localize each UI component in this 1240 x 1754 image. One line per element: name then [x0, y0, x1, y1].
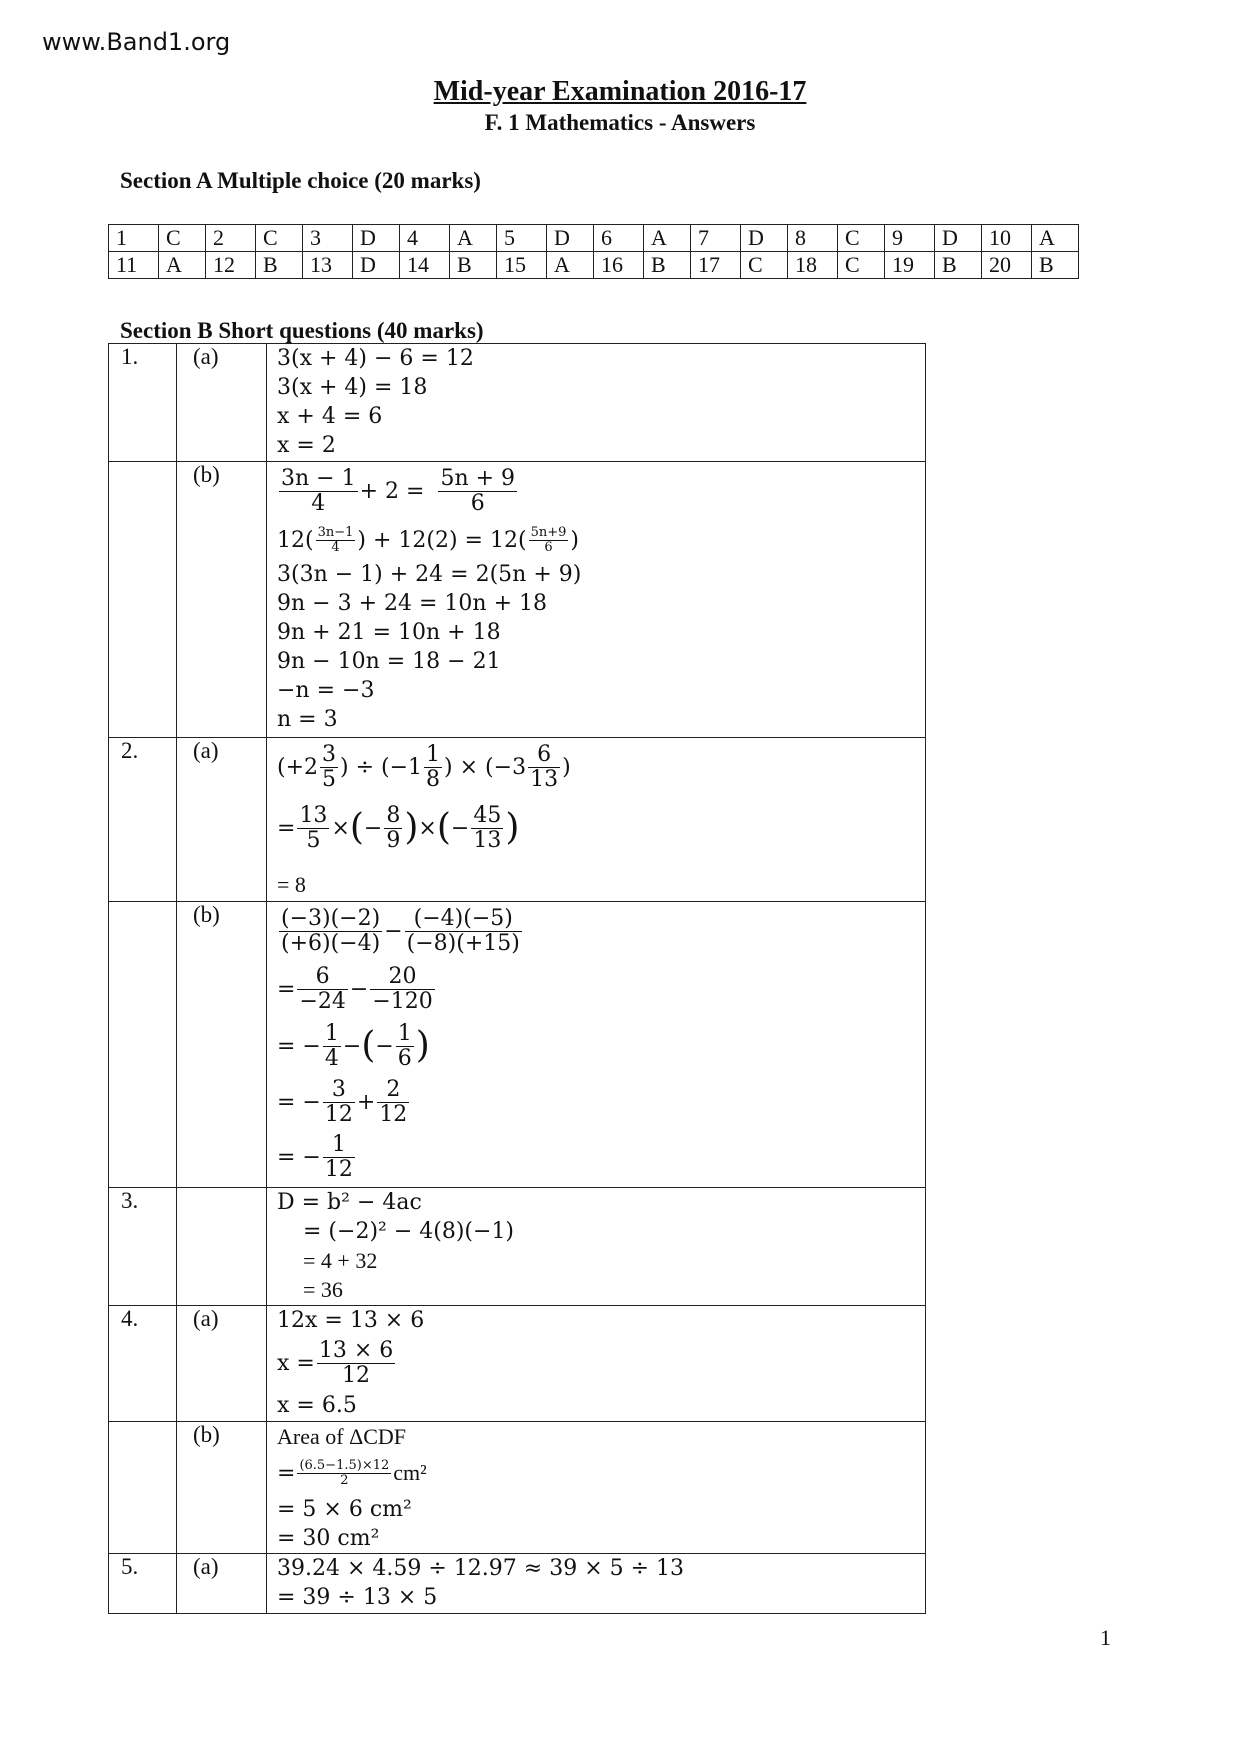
part-label-empty [177, 1188, 267, 1306]
part-label: (a) [177, 344, 267, 462]
working-line: x = 6.5 [277, 1393, 357, 1418]
part-label: (b) [177, 462, 267, 738]
question-number: 3. [109, 1188, 177, 1306]
fraction: $\frac{(-3)(-2)}{(+6)(-4)}$ [281, 906, 381, 956]
working-cell [267, 344, 926, 462]
answer-cell: C [838, 252, 885, 279]
part-label: (a) [177, 1554, 267, 1614]
equation-text: + [356, 1089, 376, 1115]
question-number: 12 [206, 252, 256, 279]
question-number: 18 [788, 252, 838, 279]
table-row [109, 1188, 926, 1306]
question-number: 3 [303, 225, 353, 252]
table-row [109, 1554, 926, 1614]
fraction: $\frac{6}{13}$ [530, 742, 559, 792]
working-line: = − $\frac{1}{4}$ − ( − $\frac{1}{6}$ ) [277, 1021, 430, 1071]
answer-cell: D [935, 225, 982, 252]
working-line [277, 1074, 925, 1130]
working-line: 39.24 × 4.59 ÷ 12.97 ≈ 39 × 5 ÷ 13 [277, 1556, 685, 1581]
working-line: x = 2 [277, 433, 336, 458]
fraction: $\frac{3}{5}$ [322, 742, 337, 792]
equation-text: = − [277, 1144, 321, 1170]
unit-text: cm² [393, 1460, 427, 1485]
fraction: $\frac{5n + 9}{6}$ [440, 466, 516, 516]
fraction: $\frac{6}{-24}$ [299, 964, 346, 1014]
working-line: = 30 cm² [277, 1526, 380, 1551]
answer-cell: A [547, 252, 594, 279]
answer-cell: B [450, 252, 497, 279]
working-cell [267, 902, 926, 1188]
equation-text: − [375, 1033, 394, 1059]
answer-cell: C [838, 225, 885, 252]
question-number: 7 [691, 225, 741, 252]
fraction: $\frac{3n - 1}{4}$ [281, 466, 356, 516]
website-watermark: www.Band1.org [42, 28, 231, 56]
working-line: = 5 × 6 cm² [277, 1497, 412, 1522]
working-line: = (−2)² − 4(8)(−1) [303, 1219, 515, 1244]
table-row [109, 1306, 926, 1422]
working-line: 3(x + 4) − 6 = 12 [277, 346, 474, 371]
fraction: $\frac{13 \times 6}{12}$ [318, 1338, 394, 1388]
question-number: 8 [788, 225, 838, 252]
working-line: = $\frac{13}{5}$ × ( − $\frac{8}{9}$ ) × ( − $\frac{45}{13}$ ) [277, 803, 520, 853]
answer-cell: D [353, 225, 400, 252]
working-line: 9n − 10n = 18 − 21 [277, 649, 501, 674]
fraction: $\frac{(-4)(-5)}{(-8)(+15)}$ [406, 906, 520, 956]
working-line: −n = −3 [277, 678, 375, 703]
table-row [109, 252, 1079, 279]
working-line [277, 738, 925, 796]
fraction: $\frac{1}{6}$ [397, 1021, 412, 1071]
working-line: = 39 ÷ 13 × 5 [277, 1585, 438, 1610]
working-line: 3(x + 4) = 18 [277, 375, 428, 400]
question-number: 2 [206, 225, 256, 252]
answer-cell: D [353, 252, 400, 279]
equation-text: − [349, 976, 369, 1002]
table-row [109, 738, 926, 902]
table-row [109, 462, 926, 738]
question-number: 6 [594, 225, 644, 252]
fraction: $\frac{5n+9}{6}$ [530, 524, 567, 555]
question-number: 5. [109, 1554, 177, 1614]
question-number: 16 [594, 252, 644, 279]
working-line: 9n − 3 + 24 = 10n + 18 [277, 591, 547, 616]
answer-cell: C [741, 252, 788, 279]
question-number: 2. [109, 738, 177, 902]
answer-cell: D [741, 225, 788, 252]
working-line [277, 902, 925, 960]
working-line [277, 1335, 925, 1391]
equation-text: = [277, 815, 296, 841]
working-line: Area of ΔCDF [277, 1424, 407, 1449]
fraction: $\frac{3n-1}{4}$ [317, 524, 354, 555]
equation-text: (+2 [277, 754, 319, 780]
equation-text: − [342, 1033, 362, 1059]
working-line [277, 1451, 925, 1495]
fraction: $\frac{(6.5-1.5)\times 12}{2}$ [299, 1457, 390, 1488]
fraction: $\frac{2}{12}$ [379, 1077, 408, 1127]
question-number-empty [109, 902, 177, 1188]
answer-cell: B [1032, 252, 1079, 279]
working-line: 12x = 13 × 6 [277, 1308, 425, 1333]
question-number: 17 [691, 252, 741, 279]
answer-cell: C [159, 225, 206, 252]
equation-text: = [277, 1460, 296, 1486]
part-label: (a) [177, 1306, 267, 1422]
equation-text: = − [277, 1033, 321, 1059]
question-number: 5 [497, 225, 547, 252]
working-line [277, 462, 925, 520]
part-label: (b) [177, 902, 267, 1188]
answer-cell: C [256, 225, 303, 252]
working-cell [267, 1554, 926, 1614]
question-number: 20 [982, 252, 1032, 279]
working-line: 9n + 21 = 10n + 18 [277, 620, 501, 645]
equation-text: ) × (−3 [444, 754, 527, 780]
part-label: (a) [177, 738, 267, 902]
working-line: = 4 + 32 [303, 1248, 378, 1273]
fraction: $\frac{13}{5}$ [299, 803, 328, 853]
question-number: 1 [109, 225, 159, 252]
equation-text: x = [277, 1350, 315, 1376]
working-line: D = b² − 4ac [277, 1190, 422, 1215]
question-number: 10 [982, 225, 1032, 252]
working-line: x + 4 = 6 [277, 404, 383, 429]
answer-cell: A [159, 252, 206, 279]
answer-cell: A [450, 225, 497, 252]
fraction: $\frac{1}{12}$ [324, 1132, 353, 1182]
fraction: $\frac{3}{12}$ [324, 1077, 353, 1127]
page-subtitle: F. 1 Mathematics - Answers [484, 110, 756, 135]
equation-text: ) ÷ (−1 [340, 754, 423, 780]
table-row [109, 225, 1079, 252]
question-number: 1. [109, 344, 177, 462]
equation-text: × [418, 815, 437, 841]
answer-cell: A [1032, 225, 1079, 252]
part-label: (b) [177, 1422, 267, 1554]
equation-text: − [450, 815, 470, 841]
table-row [109, 1422, 926, 1554]
working-line [277, 960, 925, 1018]
section-b-heading: Section B Short questions (40 marks) [120, 318, 484, 343]
question-number: 19 [885, 252, 935, 279]
answer-cell: D [547, 225, 594, 252]
working-cell [267, 738, 926, 902]
question-number: 9 [885, 225, 935, 252]
equation-text: ) + 12(2) = 12( [357, 527, 527, 553]
equation-text: − [363, 815, 383, 841]
working-cell [267, 1422, 926, 1554]
equation-text: = − [277, 1089, 321, 1115]
working-cell [267, 1306, 926, 1422]
equation-text: + 2 = [359, 478, 425, 504]
working-line: = 8 [277, 872, 306, 897]
fraction: $\frac{8}{9}$ [386, 803, 401, 853]
short-questions-answer-table [108, 343, 926, 1614]
question-number: 13 [303, 252, 353, 279]
question-number: 14 [400, 252, 450, 279]
question-number: 4 [400, 225, 450, 252]
equation-text: ) [570, 527, 579, 553]
question-number-empty [109, 462, 177, 738]
fraction: $\frac{20}{-120}$ [372, 964, 433, 1014]
working-line [277, 1130, 925, 1184]
working-cell [267, 1188, 926, 1306]
answer-cell: B [256, 252, 303, 279]
working-cell [267, 462, 926, 738]
page-title: Mid-year Examination 2016-17 [433, 76, 807, 107]
answer-cell: A [644, 225, 691, 252]
equation-text: = [277, 976, 296, 1002]
answer-cell: B [935, 252, 982, 279]
fraction: $\frac{1}{8}$ [426, 742, 441, 792]
working-line: n = 3 [277, 707, 338, 732]
table-row [109, 344, 926, 462]
fraction: $\frac{45}{13}$ [473, 803, 502, 853]
question-number-empty [109, 1422, 177, 1554]
working-line: 3(3n − 1) + 24 = 2(5n + 9) [277, 562, 582, 587]
question-number: 11 [109, 252, 159, 279]
question-number: 4. [109, 1306, 177, 1422]
equation-text: − [384, 918, 403, 944]
working-line [277, 520, 925, 560]
fraction: $\frac{1}{4}$ [324, 1021, 339, 1071]
equation-text: ) [562, 754, 571, 780]
multiple-choice-answer-table [108, 224, 1079, 279]
equation-text: × [331, 815, 350, 841]
question-number: 15 [497, 252, 547, 279]
equation-text: 12( [277, 527, 314, 553]
page-number: 1 [1100, 1625, 1111, 1650]
section-a-heading: Section A Multiple choice (20 marks) [120, 168, 481, 193]
table-row [109, 902, 926, 1188]
answer-cell: B [644, 252, 691, 279]
working-line: = 36 [303, 1277, 343, 1302]
